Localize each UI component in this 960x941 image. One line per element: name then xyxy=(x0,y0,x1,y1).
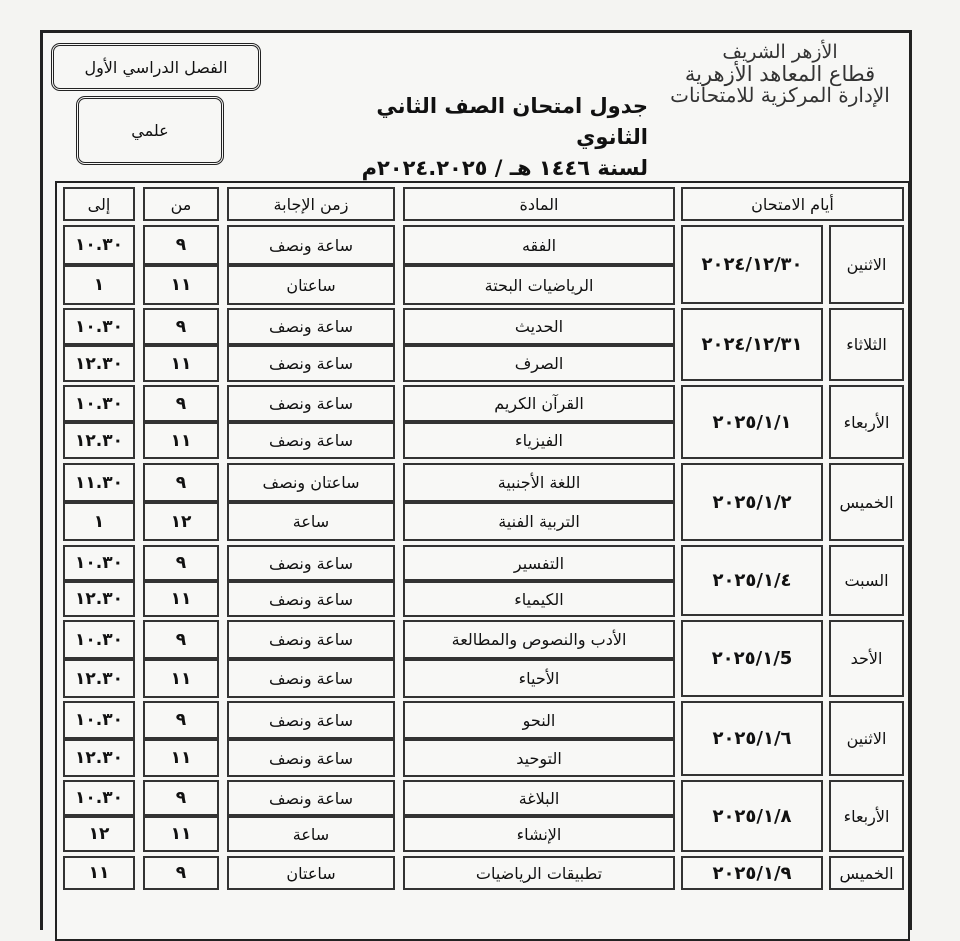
date-cell-text: ٢٠٢٥/١/٨ xyxy=(712,805,792,827)
duration-cell-text: ساعة ونصف xyxy=(268,394,354,413)
to-cell-text: ١٠.٣٠ xyxy=(75,316,123,337)
date-cell-text: ٢٠٢٥/١/١ xyxy=(712,411,792,433)
header-to-text: إلى xyxy=(87,194,111,214)
from-cell xyxy=(143,620,219,659)
duration-cell-text: ساعة xyxy=(292,824,330,844)
to-cell-text: ١٢.٣٠ xyxy=(75,668,123,689)
subject-cell-text: الرياضيات البحتة xyxy=(484,275,594,295)
to-cell-text: ١ xyxy=(93,511,105,532)
from-cell xyxy=(143,856,219,890)
subject-cell-text: التوحيد xyxy=(516,748,562,768)
header-days-text: أيام الامتحان xyxy=(751,194,834,214)
day-cell xyxy=(829,856,904,890)
duration-cell xyxy=(227,345,395,382)
day-cell-text: الخميس xyxy=(839,492,894,512)
from-cell xyxy=(143,265,219,305)
day-cell xyxy=(829,545,904,616)
to-cell-text: ١٠.٣٠ xyxy=(75,788,123,808)
duration-cell-text: ساعة ونصف xyxy=(268,710,354,730)
to-cell-text: ١٠.٣٠ xyxy=(75,710,123,730)
from-cell xyxy=(143,701,219,739)
date-cell xyxy=(681,620,823,697)
header-subject-text: المادة xyxy=(519,194,559,214)
subject-cell xyxy=(403,345,675,382)
header-to xyxy=(63,187,135,221)
subject-cell-text: الأحياء xyxy=(518,669,560,688)
to-cell-text: ١٠.٣٠ xyxy=(75,553,123,573)
to-cell-text: ١١ xyxy=(88,863,110,883)
duration-cell xyxy=(227,545,395,581)
duration-cell-text: ساعة ونصف xyxy=(268,748,354,768)
from-cell-text: ٩ xyxy=(175,393,187,414)
header-duration-text: زمن الإجابة xyxy=(273,194,349,214)
date-cell xyxy=(681,225,823,304)
header-from-text: من xyxy=(170,194,192,214)
from-cell-text: ٩ xyxy=(175,710,187,730)
duration-cell-text: ساعة ونصف xyxy=(268,669,354,688)
date-cell-text: ٢٠٢٥/١/٤ xyxy=(712,570,792,591)
subject-cell-text: الإنشاء xyxy=(516,824,562,844)
logo-line-2: قطاع المعاهد الأزهرية xyxy=(684,61,876,86)
header-subject xyxy=(403,187,675,221)
from-cell xyxy=(143,739,219,777)
from-cell xyxy=(143,345,219,382)
exam-schedule-page xyxy=(40,30,912,930)
exam-table xyxy=(55,181,910,941)
subject-cell xyxy=(403,502,675,541)
from-cell-text: ١١ xyxy=(170,824,192,844)
from-cell xyxy=(143,385,219,422)
duration-cell xyxy=(227,463,395,502)
duration-cell xyxy=(227,620,395,659)
from-cell-text: ١١ xyxy=(170,589,192,609)
subject-cell xyxy=(403,816,675,852)
to-cell xyxy=(63,422,135,459)
subject-cell xyxy=(403,308,675,345)
day-cell-text: الأربعاء xyxy=(843,412,890,432)
subject-cell-text: الكيمياء xyxy=(514,589,564,609)
from-cell-text: ١١ xyxy=(170,748,192,768)
duration-cell xyxy=(227,502,395,541)
from-cell xyxy=(143,422,219,459)
day-cell xyxy=(829,780,904,852)
duration-cell-text: ساعة ونصف xyxy=(268,788,354,808)
semester-box: الفصل الدراسي الأول xyxy=(51,43,261,91)
to-cell xyxy=(63,463,135,502)
day-cell-text: السبت xyxy=(844,571,889,590)
day-cell-text: الأربعاء xyxy=(843,806,890,826)
from-cell-text: ١١ xyxy=(170,668,192,689)
header-duration xyxy=(227,187,395,221)
to-cell-text: ١٢.٣٠ xyxy=(75,589,123,609)
subject-cell xyxy=(403,701,675,739)
from-cell-text: ٩ xyxy=(175,629,187,650)
from-cell xyxy=(143,581,219,617)
subject-cell-text: التربية الفنية xyxy=(498,512,580,531)
logo-line-1: الأزهر الشريف xyxy=(722,41,838,63)
date-cell xyxy=(681,545,823,616)
date-cell xyxy=(681,780,823,852)
page-title xyxy=(308,91,648,184)
duration-cell xyxy=(227,385,395,422)
subject-cell xyxy=(403,581,675,617)
subject-cell-text: الأدب والنصوص والمطالعة xyxy=(451,630,627,649)
duration-cell xyxy=(227,422,395,459)
date-cell-text: ٢٠٢٤/١٢/٣٠ xyxy=(701,254,803,275)
from-cell xyxy=(143,545,219,581)
to-cell xyxy=(63,620,135,659)
azhar-logo xyxy=(665,43,895,106)
from-cell-text: ٩ xyxy=(175,472,187,493)
duration-cell-text: ساعة ونصف xyxy=(268,630,354,649)
day-cell xyxy=(829,701,904,776)
subject-cell-text: الفيزياء xyxy=(515,431,563,450)
from-cell xyxy=(143,816,219,852)
from-cell-text: ١١ xyxy=(170,353,192,374)
header-days xyxy=(681,187,904,221)
date-cell xyxy=(681,856,823,890)
day-cell xyxy=(829,308,904,381)
subject-cell-text: القرآن الكريم xyxy=(494,394,584,413)
to-cell xyxy=(63,701,135,739)
from-cell-text: ١١ xyxy=(170,275,192,295)
from-cell-text: ١٢ xyxy=(170,511,192,532)
to-cell-text: ١٢.٣٠ xyxy=(75,748,123,768)
subject-cell xyxy=(403,739,675,777)
duration-cell xyxy=(227,780,395,816)
duration-cell xyxy=(227,265,395,305)
title-line-2: لسنة ١٤٤٦ هـ / ٢٠٢٤.٢٠٢٥م xyxy=(361,156,648,180)
day-cell-text: الخميس xyxy=(839,863,894,883)
date-cell-text: ٢٠٢٥/١/٦ xyxy=(712,728,792,749)
date-cell xyxy=(681,701,823,776)
to-cell xyxy=(63,265,135,305)
subject-cell xyxy=(403,856,675,890)
from-cell-text: ١١ xyxy=(170,430,192,451)
to-cell-text: ١٢.٣٠ xyxy=(75,430,123,451)
subject-cell-text: الفقه xyxy=(521,235,557,255)
date-cell-text: ٢٠٢٥/١/5 xyxy=(711,648,793,669)
subject-cell xyxy=(403,620,675,659)
from-cell xyxy=(143,659,219,698)
duration-cell-text: ساعة ونصف xyxy=(268,317,354,336)
subject-cell xyxy=(403,780,675,816)
duration-cell-text: ساعة xyxy=(292,512,330,531)
logo-line-3: الإدارة المركزية للامتحانات xyxy=(670,82,890,107)
subject-cell xyxy=(403,385,675,422)
to-cell xyxy=(63,345,135,382)
title-line-1: جدول امتحان الصف الثاني الثانوي xyxy=(376,94,648,149)
duration-cell xyxy=(227,308,395,345)
from-cell-text: ٩ xyxy=(175,235,187,255)
duration-cell xyxy=(227,581,395,617)
to-cell-text: ١١.٣٠ xyxy=(75,472,123,493)
from-cell xyxy=(143,502,219,541)
day-cell-text: الأحد xyxy=(850,649,883,668)
to-cell xyxy=(63,225,135,265)
to-cell-text: ١٠.٣٠ xyxy=(75,629,123,650)
duration-cell xyxy=(227,856,395,890)
duration-cell-text: ساعة ونصف xyxy=(268,354,354,373)
to-cell-text: ١٠.٣٠ xyxy=(75,393,123,414)
duration-cell-text: ساعة ونصف xyxy=(268,431,354,450)
subject-cell xyxy=(403,659,675,698)
subject-cell xyxy=(403,463,675,502)
to-cell xyxy=(63,816,135,852)
day-cell-text: الاثنين xyxy=(846,255,887,274)
day-cell-text: الاثنين xyxy=(846,729,887,748)
to-cell xyxy=(63,385,135,422)
duration-cell-text: ساعة ونصف xyxy=(268,589,354,609)
from-cell xyxy=(143,225,219,265)
subject-cell xyxy=(403,422,675,459)
to-cell xyxy=(63,581,135,617)
date-cell xyxy=(681,308,823,381)
duration-cell xyxy=(227,659,395,698)
subject-cell xyxy=(403,545,675,581)
date-cell-text: ٢٠٢٤/١٢/٣١ xyxy=(701,334,803,355)
day-cell xyxy=(829,385,904,459)
subject-cell-text: اللغة الأجنبية xyxy=(497,473,581,492)
to-cell-text: ١٢ xyxy=(88,824,110,844)
duration-cell xyxy=(227,816,395,852)
to-cell-text: ١ xyxy=(93,275,105,295)
to-cell xyxy=(63,502,135,541)
division-box: علمي xyxy=(76,96,224,165)
to-cell xyxy=(63,739,135,777)
header-from xyxy=(143,187,219,221)
duration-cell-text: ساعتان ونصف xyxy=(262,473,360,492)
day-cell xyxy=(829,225,904,304)
from-cell-text: ٩ xyxy=(175,316,187,337)
subject-cell-text: البلاغة xyxy=(518,788,560,808)
subject-cell-text: الحديث xyxy=(514,317,564,336)
date-cell-text: ٢٠٢٥/١/٩ xyxy=(712,862,792,884)
duration-cell-text: ساعتان xyxy=(286,275,336,295)
to-cell xyxy=(63,659,135,698)
duration-cell xyxy=(227,701,395,739)
date-cell-text: ٢٠٢٥/١/٢ xyxy=(712,491,792,513)
to-cell xyxy=(63,856,135,890)
to-cell xyxy=(63,780,135,816)
subject-cell-text: التفسير xyxy=(513,553,565,573)
duration-cell xyxy=(227,225,395,265)
subject-cell-text: النحو xyxy=(522,710,556,730)
day-cell xyxy=(829,620,904,697)
duration-cell-text: ساعة ونصف xyxy=(268,235,354,255)
subject-cell xyxy=(403,225,675,265)
to-cell-text: ١٠.٣٠ xyxy=(75,235,123,255)
to-cell xyxy=(63,545,135,581)
day-cell-text: الثلاثاء xyxy=(846,335,887,354)
duration-cell-text: ساعة ونصف xyxy=(268,553,354,573)
subject-cell xyxy=(403,265,675,305)
to-cell xyxy=(63,308,135,345)
from-cell xyxy=(143,463,219,502)
from-cell-text: ٩ xyxy=(175,863,187,883)
from-cell xyxy=(143,308,219,345)
to-cell-text: ١٢.٣٠ xyxy=(75,353,123,374)
date-cell xyxy=(681,385,823,459)
duration-cell xyxy=(227,739,395,777)
duration-cell-text: ساعتان xyxy=(286,863,336,883)
subject-cell-text: الصرف xyxy=(514,354,564,373)
date-cell xyxy=(681,463,823,541)
from-cell xyxy=(143,780,219,816)
from-cell-text: ٩ xyxy=(175,553,187,573)
from-cell-text: ٩ xyxy=(175,788,187,808)
day-cell xyxy=(829,463,904,541)
subject-cell-text: تطبيقات الرياضيات xyxy=(475,863,603,883)
